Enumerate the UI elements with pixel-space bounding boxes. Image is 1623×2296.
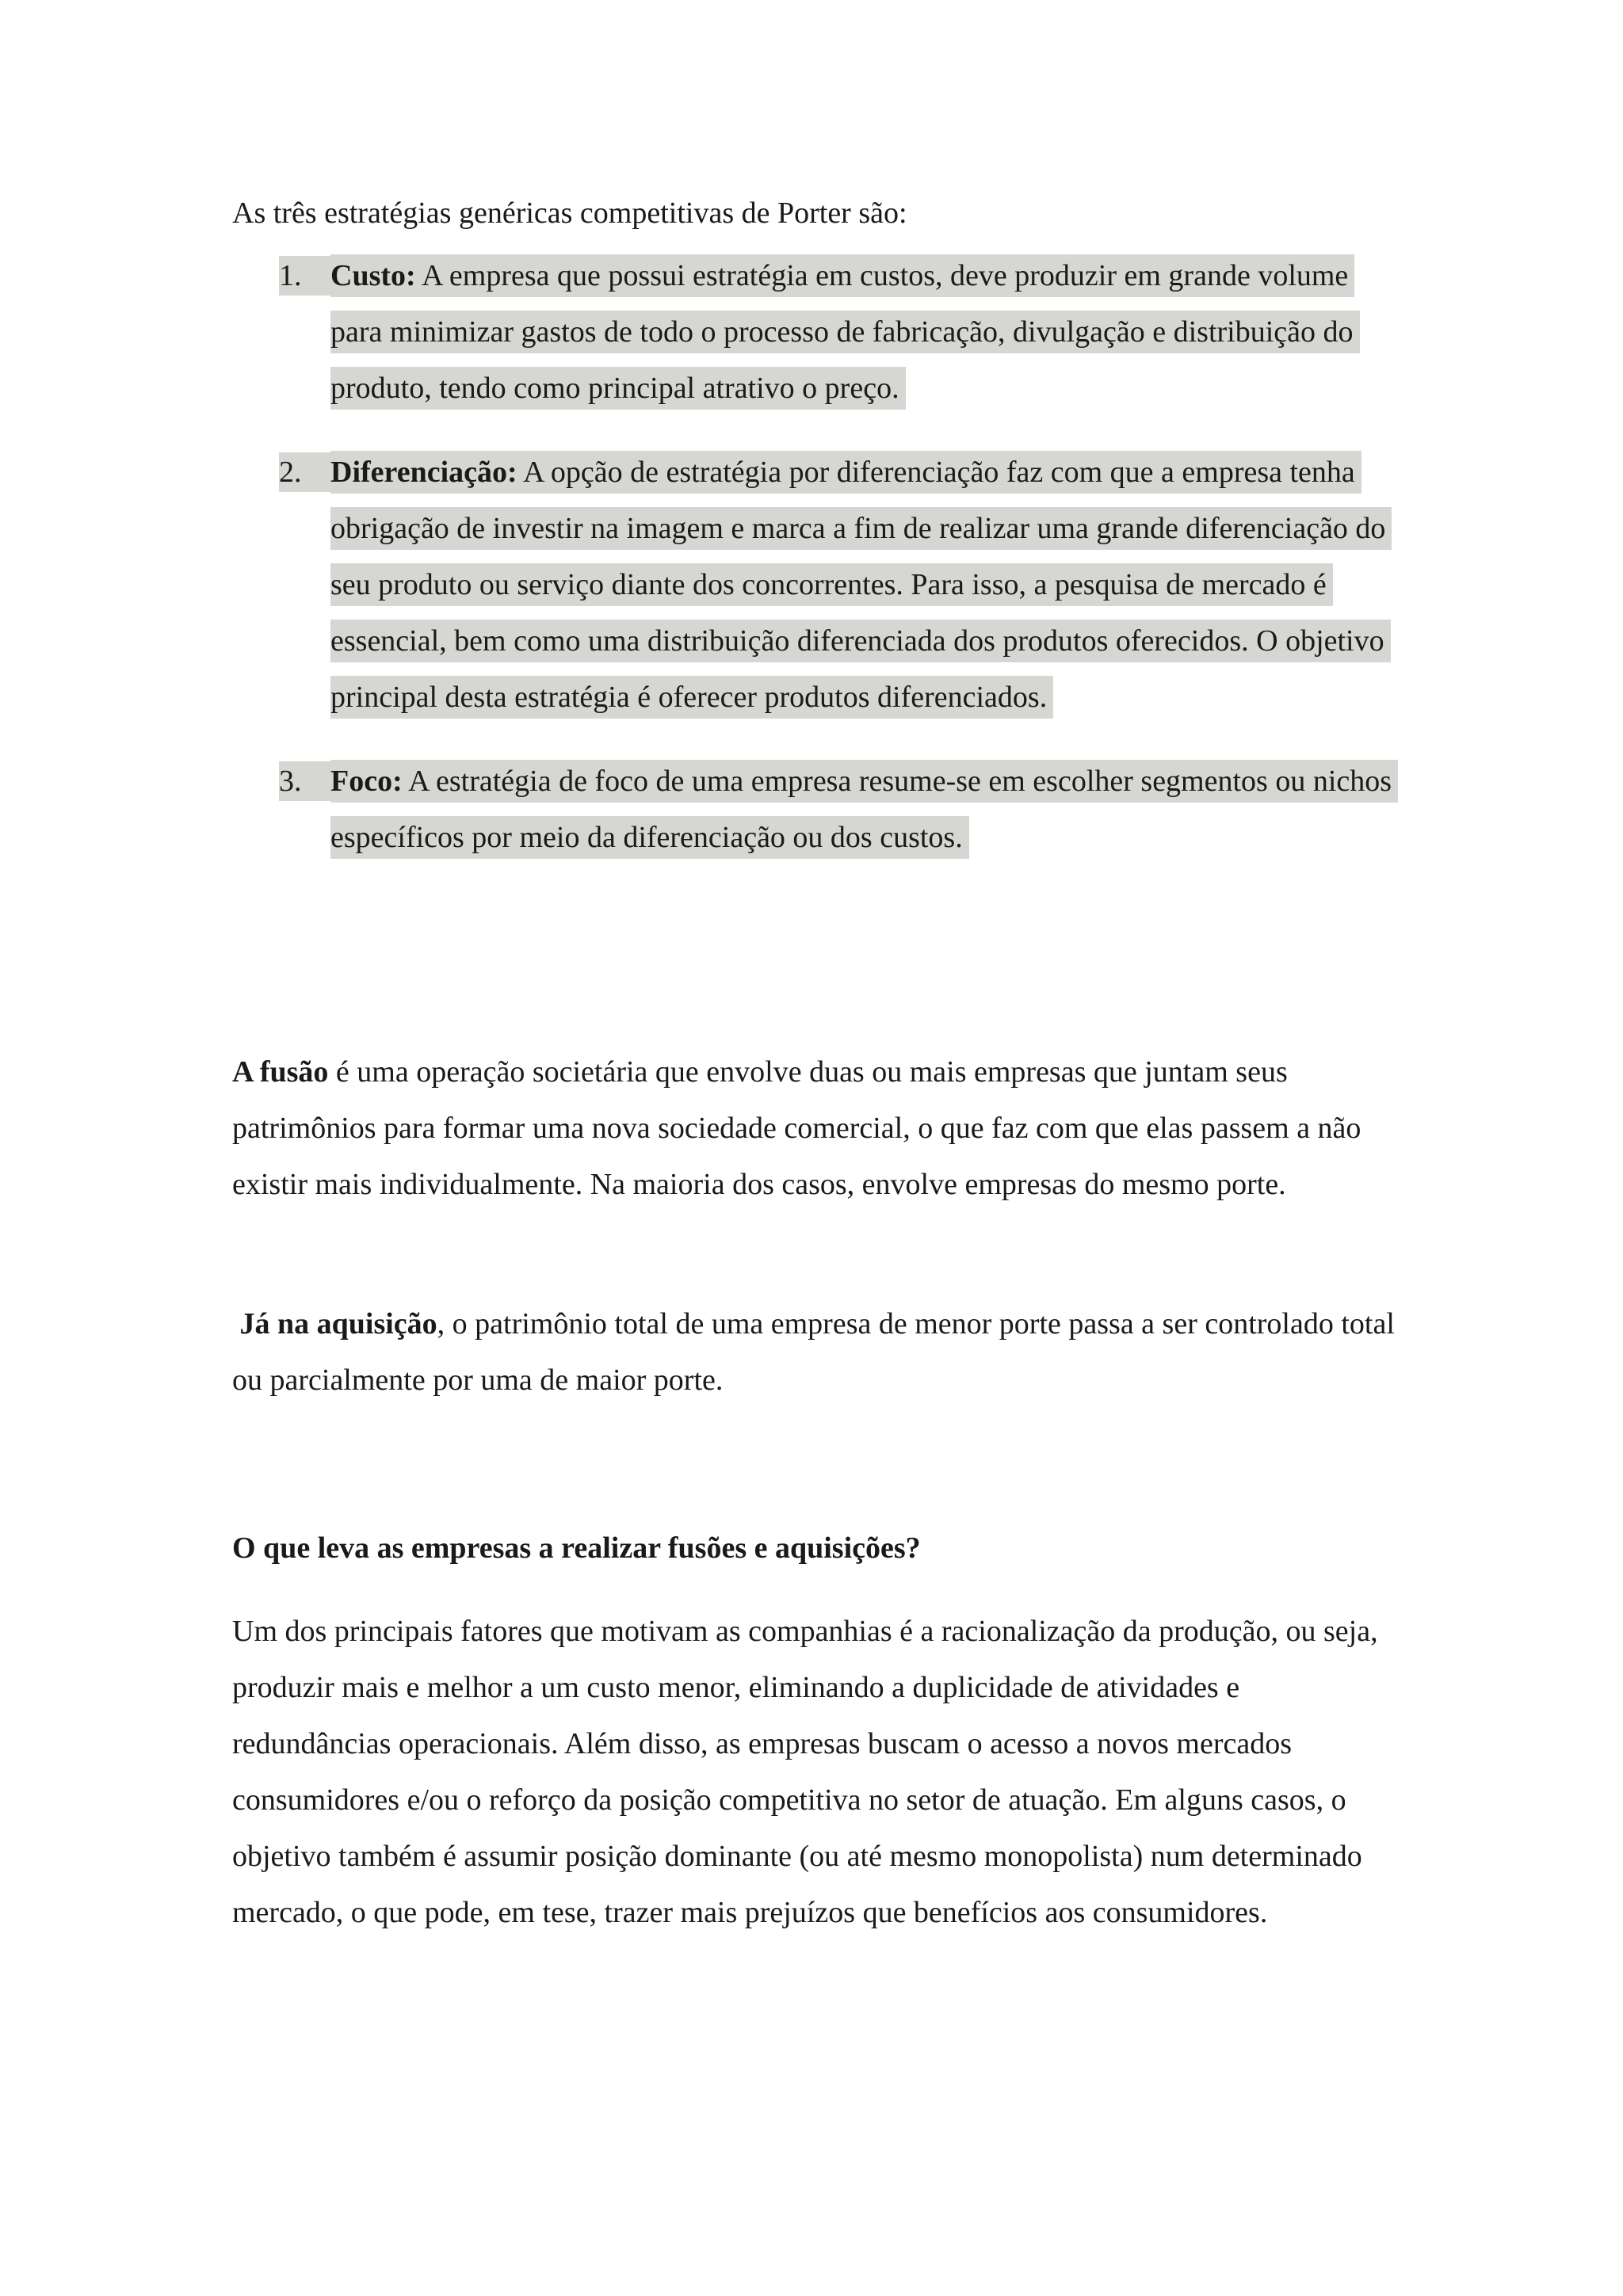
fusao-paragraph: [232, 1044, 1405, 1213]
motivos-paragraph: Um dos principais fatores que motivam as companhias é a racionalização da produção, ou seja, produzir mais e melhor a um custo menor, eliminando a duplicidade de atividades e redundâncias operacionais. Além disso, as empresas buscam o acesso a novos mercados consumidores e/ou o reforço da posição competitiva no setor de atuação. Em alguns casos, o objetivo também é assumir posição dominante (ou até mesmo monopolista) num determinado mercado, o que pode, em tese, trazer mais prejuízos que benefícios aos consumidores.: [232, 1615, 1378, 1929]
strategy-term: Diferenciação:: [330, 456, 517, 489]
section-heading: O que leva as empresas a realizar fusões e aquisições?: [232, 1531, 921, 1565]
aquisicao-term: Já na aquisição: [239, 1307, 437, 1341]
strategy-term: Custo:: [330, 259, 416, 292]
intro-paragraph: As três estratégias genéricas competitivas de Porter são:: [232, 196, 907, 230]
aquisicao-paragraph: [232, 1296, 1405, 1409]
list-item-foco: [279, 753, 1404, 866]
list-number: 3.: [279, 761, 330, 801]
list-number: 1.: [279, 256, 330, 296]
strategies-list: [279, 248, 1404, 894]
strategy-text: A opção de estratégia por diferenciação faz com que a empresa tenha obrigação de investir na imagem e marca a fim de realizar uma grande diferenciação do seu produto ou serviço diante dos concorrentes. Para isso, a pesquisa de mercado é essencial, bem como uma distribuição diferenciada dos produtos oferecidos. O objetivo principal desta estratégia é oferecer produtos diferenciados.: [330, 456, 1386, 714]
list-item-diferenciacao: [279, 444, 1404, 726]
strategy-term: Foco:: [330, 765, 403, 798]
strategy-text: A estratégia de foco de uma empresa resume-se em escolher segmentos ou nichos específicos por meio da diferenciação ou dos custos.: [330, 765, 1392, 854]
list-item-custo: [279, 248, 1404, 417]
aquisicao-text: , o patrimônio total de uma empresa de menor porte passa a ser controlado total ou parcialmente por uma de maior porte.: [232, 1307, 1395, 1397]
list-number: 2.: [279, 452, 330, 492]
strategy-text: A empresa que possui estratégia em custos, deve produzir em grande volume para minimizar gastos de todo o processo de fabricação, divulgação e distribuição do produto, tendo como principal atrativo o preço.: [330, 259, 1354, 405]
fusao-text: é uma operação societária que envolve duas ou mais empresas que juntam seus patrimônios para formar uma nova sociedade comercial, o que faz com que elas passem a não existir mais individualmente. Na maioria dos casos, envolve empresas do mesmo porte.: [232, 1055, 1361, 1201]
fusao-term: A fusão: [232, 1055, 329, 1089]
